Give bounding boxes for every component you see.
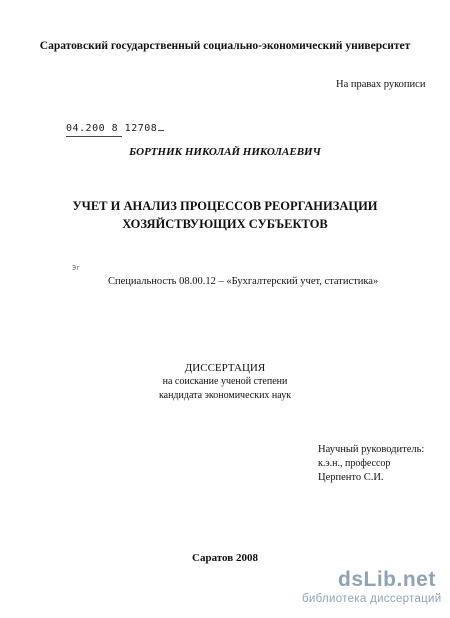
dslib-watermark-logo: dsLib.net — [338, 568, 436, 591]
university-name: Саратовский государственный социально-экономический университет — [39, 40, 411, 52]
thesis-title-line-1: УЧЕТ И АНАЛИЗ ПРОЦЕССОВ РЕОРГАНИЗАЦИИ — [72, 199, 378, 213]
small-handwritten-mark: Эг — [72, 264, 81, 272]
supervisor-name: Церпенто С.И. — [318, 472, 384, 483]
rights-note: На правах рукописи — [336, 79, 426, 90]
dslib-watermark-subtitle: библиотека диссертаций — [302, 593, 442, 605]
author-name: БОРТНИК НИКОЛАЙ НИКОЛАЕВИЧ — [129, 146, 321, 158]
stamp-tick-mark — [158, 130, 164, 131]
dissertation-degree-line-2: кандидата экономических наук — [158, 390, 292, 401]
specialty-line: Специальность 08.00.12 – «Бухгалтерский учет, статистика» — [108, 276, 379, 287]
thesis-title-line-2: ХОЗЯЙСТВУЮЩИХ СУБЪЕКТОВ — [122, 217, 328, 231]
archive-stamp-code: 04.200 8 12708 — [66, 123, 158, 134]
city-year: Саратов 2008 — [192, 552, 258, 564]
supervisor-title: Научный руководитель: — [318, 444, 425, 455]
stamp-underline — [66, 136, 122, 137]
dissertation-heading: ДИССЕРТАЦИЯ — [184, 362, 266, 374]
dissertation-degree-line-1: на соискание ученой степени — [162, 376, 288, 387]
supervisor-degree: к.э.н., профессор — [318, 458, 391, 469]
